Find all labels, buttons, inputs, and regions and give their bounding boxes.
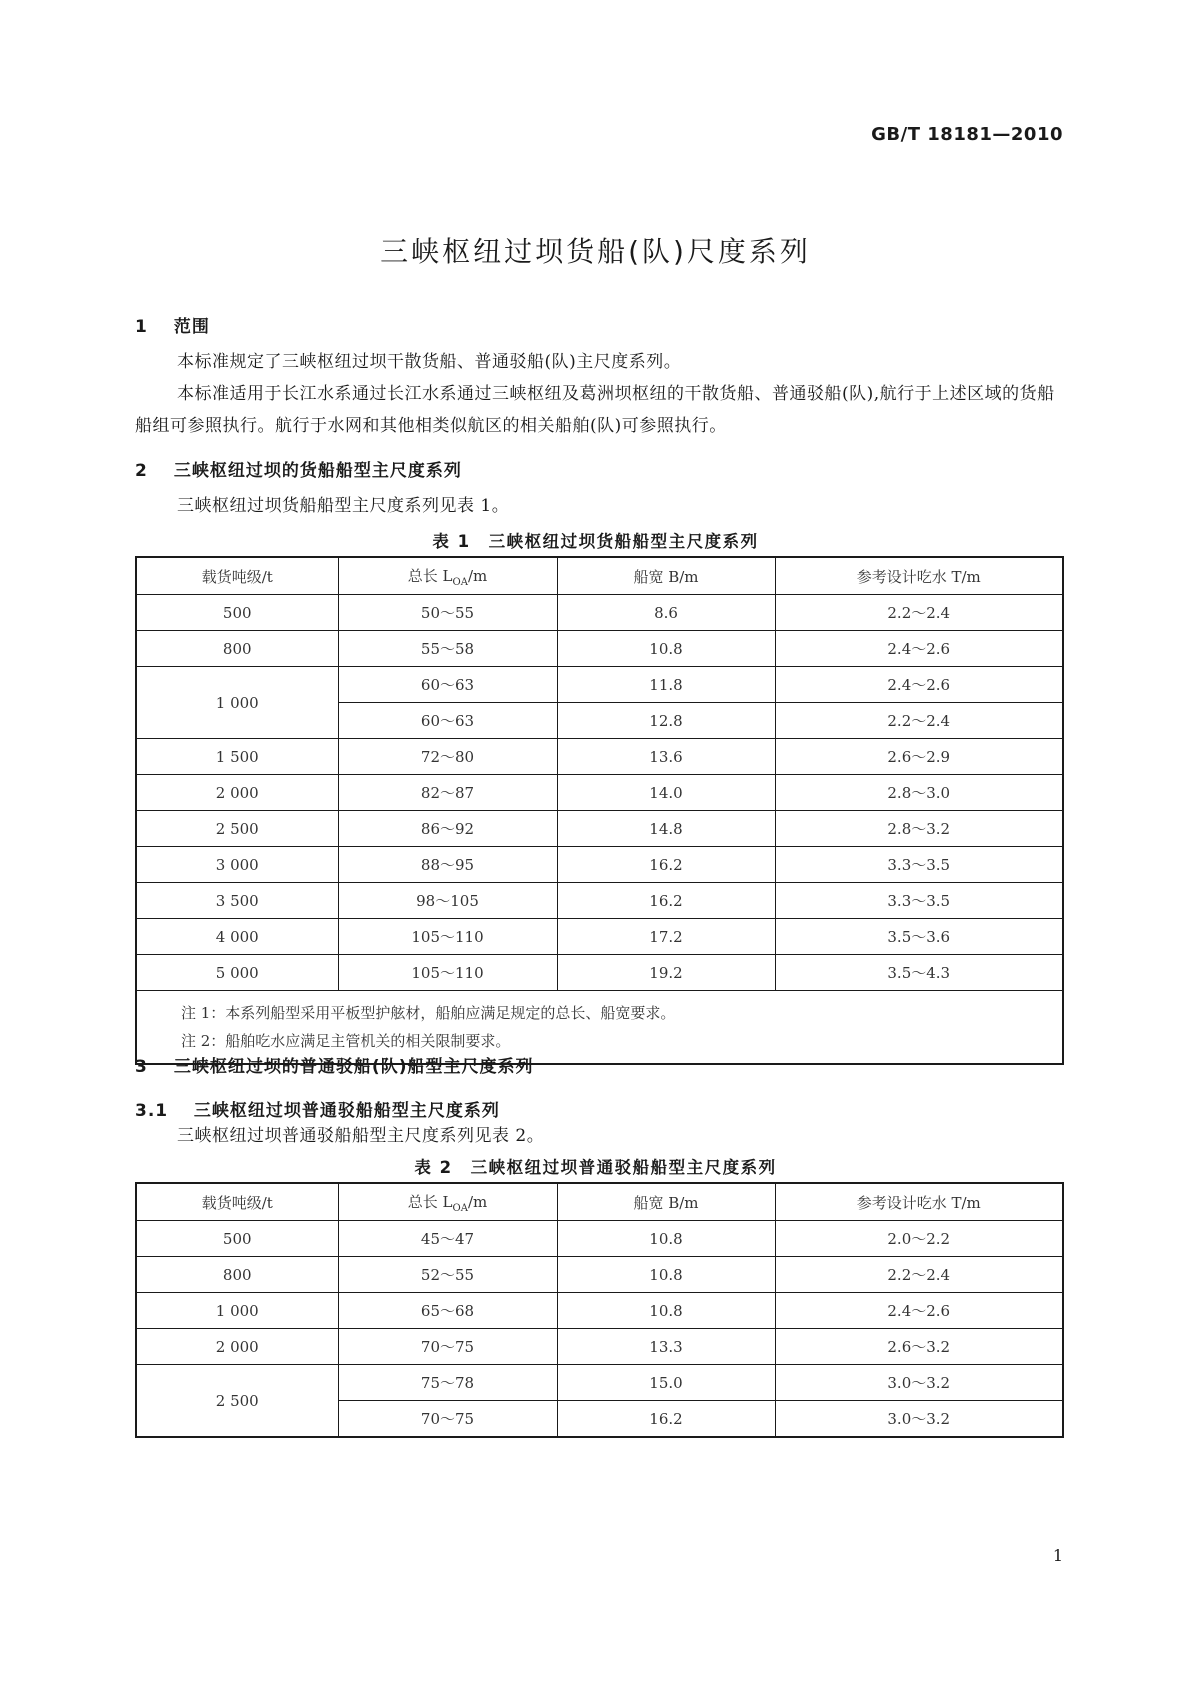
section-2-heading — [135, 456, 462, 481]
cell-length: 60～63 — [338, 667, 557, 703]
table-row — [136, 1221, 1063, 1257]
table-note-2: 注 2：船舶吃水应满足主管机关的相关限制要求。 — [181, 1032, 511, 1050]
cell-length: 55～58 — [338, 631, 557, 667]
cell-draft: 2.4～2.6 — [775, 667, 1063, 703]
cell-draft: 2.8～3.2 — [775, 811, 1063, 847]
cell-tonnage: 1 000 — [136, 1293, 338, 1329]
section-3-1-intro: 三峡枢纽过坝普通驳船船型主尺度系列见表 2。 — [177, 1126, 545, 1146]
section-title: 三峡枢纽过坝普通驳船船型主尺度系列 — [193, 1101, 500, 1121]
cell-length: 70～75 — [338, 1401, 557, 1438]
cell-draft: 3.3～3.5 — [775, 847, 1063, 883]
cell-beam: 12.8 — [557, 703, 775, 739]
table-row — [136, 667, 1063, 703]
section-title: 范围 — [173, 317, 210, 337]
header-tonnage: 载货吨级/t — [136, 1183, 338, 1221]
cell-draft: 3.5～3.6 — [775, 919, 1063, 955]
cell-tonnage: 3 500 — [136, 883, 338, 919]
cell-tonnage: 1 000 — [136, 667, 338, 739]
header-draft: 参考设计吃水 T/m — [775, 1183, 1063, 1221]
cell-draft: 2.0～2.2 — [775, 1221, 1063, 1257]
section-number: 1 — [135, 317, 148, 337]
cell-beam: 10.8 — [557, 631, 775, 667]
page-number: 1 — [1052, 1546, 1063, 1565]
section-2-intro: 三峡枢纽过坝货船船型主尺度系列见表 1。 — [177, 496, 510, 516]
header-length: 总长 $L_{OA}/m$ — [338, 557, 557, 595]
cell-length: 82～87 — [338, 775, 557, 811]
cell-tonnage: 5 000 — [136, 955, 338, 991]
section-1-paragraph-2: 本标准适用于长江水系通过长江水系通过三峡枢纽及葛洲坝枢纽的干散货船、普通驳船(队),航行于上述区域的货船船组可参照执行。航行于水网和其他相类似航区的相关船舶(队)可参照执行。 — [135, 384, 1055, 436]
table-header-row — [136, 1183, 1063, 1221]
cell-beam: 16.2 — [557, 883, 775, 919]
cell-tonnage: 2 500 — [136, 811, 338, 847]
cell-beam: 16.2 — [557, 1401, 775, 1438]
table-2 — [135, 1182, 1064, 1438]
cell-length: 86～92 — [338, 811, 557, 847]
cell-beam: 10.8 — [557, 1257, 775, 1293]
cell-length: 75～78 — [338, 1365, 557, 1401]
section-3-heading — [135, 1052, 533, 1077]
table-row — [136, 811, 1063, 847]
cell-length: 70～75 — [338, 1329, 557, 1365]
table-row — [136, 1257, 1063, 1293]
header-tonnage: 载货吨级/t — [136, 557, 338, 595]
cell-length: 52～55 — [338, 1257, 557, 1293]
cell-tonnage: 2 000 — [136, 775, 338, 811]
cell-length: 65～68 — [338, 1293, 557, 1329]
section-title: 三峡枢纽过坝的普通驳船(队)船型主尺度系列 — [173, 1057, 534, 1077]
cell-draft: 3.5～4.3 — [775, 955, 1063, 991]
table-row — [136, 847, 1063, 883]
cell-draft: 2.2～2.4 — [775, 1257, 1063, 1293]
table-row — [136, 739, 1063, 775]
section-1-heading — [135, 312, 210, 337]
table-row — [136, 919, 1063, 955]
cell-tonnage: 1 500 — [136, 739, 338, 775]
cell-tonnage: 500 — [136, 1221, 338, 1257]
table-1 — [135, 556, 1064, 1065]
document-title: 三峡枢纽过坝货船(队)尺度系列 — [380, 235, 811, 268]
cell-length: 72～80 — [338, 739, 557, 775]
cell-tonnage: 3 000 — [136, 847, 338, 883]
table-1-caption: 表 1 三峡枢纽过坝货船船型主尺度系列 — [432, 532, 759, 551]
cell-beam: 16.2 — [557, 847, 775, 883]
cell-beam: 10.8 — [557, 1221, 775, 1257]
table-header-row — [136, 557, 1063, 595]
cell-tonnage: 4 000 — [136, 919, 338, 955]
table-row — [136, 1293, 1063, 1329]
section-number: 2 — [135, 461, 148, 481]
cell-length: 105～110 — [338, 919, 557, 955]
cell-tonnage: 500 — [136, 595, 338, 631]
table-row — [136, 883, 1063, 919]
cell-length: 98～105 — [338, 883, 557, 919]
cell-draft: 2.4～2.6 — [775, 631, 1063, 667]
table-note-1: 注 1：本系列船型采用平板型护舷材，船舶应满足规定的总长、船宽要求。 — [181, 1004, 676, 1022]
cell-beam: 19.2 — [557, 955, 775, 991]
table-row — [136, 631, 1063, 667]
cell-beam: 8.6 — [557, 595, 775, 631]
cell-draft: 2.4～2.6 — [775, 1293, 1063, 1329]
cell-tonnage: 2 500 — [136, 1365, 338, 1438]
section-number: 3.1 — [135, 1101, 169, 1121]
section-3-1-heading — [135, 1096, 500, 1121]
table-row — [136, 595, 1063, 631]
cell-tonnage: 800 — [136, 631, 338, 667]
standard-code: GB/T 18181—2010 — [871, 124, 1063, 145]
section-number: 3 — [135, 1057, 148, 1077]
cell-draft: 2.2～2.4 — [775, 703, 1063, 739]
table-2-caption: 表 2 三峡枢纽过坝普通驳船船型主尺度系列 — [414, 1158, 777, 1177]
table-row — [136, 1329, 1063, 1365]
header-draft: 参考设计吃水 T/m — [775, 557, 1063, 595]
table-row — [136, 955, 1063, 991]
cell-tonnage: 2 000 — [136, 1329, 338, 1365]
section-title: 三峡枢纽过坝的货船船型主尺度系列 — [173, 461, 462, 481]
cell-draft: 2.2～2.4 — [775, 595, 1063, 631]
cell-beam: 13.6 — [557, 739, 775, 775]
cell-tonnage: 800 — [136, 1257, 338, 1293]
cell-draft: 2.8～3.0 — [775, 775, 1063, 811]
cell-draft: 2.6～3.2 — [775, 1329, 1063, 1365]
cell-length: 45～47 — [338, 1221, 557, 1257]
cell-length: 88～95 — [338, 847, 557, 883]
cell-beam: 10.8 — [557, 1293, 775, 1329]
table-row — [136, 1365, 1063, 1401]
cell-draft: 3.3～3.5 — [775, 883, 1063, 919]
cell-beam: 11.8 — [557, 667, 775, 703]
cell-length: 60～63 — [338, 703, 557, 739]
cell-draft: 2.6～2.9 — [775, 739, 1063, 775]
header-length: 总长 $L_{OA}/m$ — [338, 1183, 557, 1221]
header-beam: 船宽 B/m — [557, 1183, 775, 1221]
cell-length: 105～110 — [338, 955, 557, 991]
cell-beam: 13.3 — [557, 1329, 775, 1365]
cell-length: 50～55 — [338, 595, 557, 631]
cell-beam: 17.2 — [557, 919, 775, 955]
table-row — [136, 775, 1063, 811]
section-1-paragraph-1: 本标准规定了三峡枢纽过坝干散货船、普通驳船(队)主尺度系列。 — [177, 352, 682, 372]
cell-beam: 14.0 — [557, 775, 775, 811]
cell-beam: 14.8 — [557, 811, 775, 847]
cell-draft: 3.0～3.2 — [775, 1365, 1063, 1401]
cell-beam: 15.0 — [557, 1365, 775, 1401]
header-beam: 船宽 B/m — [557, 557, 775, 595]
cell-draft: 3.0～3.2 — [775, 1401, 1063, 1438]
